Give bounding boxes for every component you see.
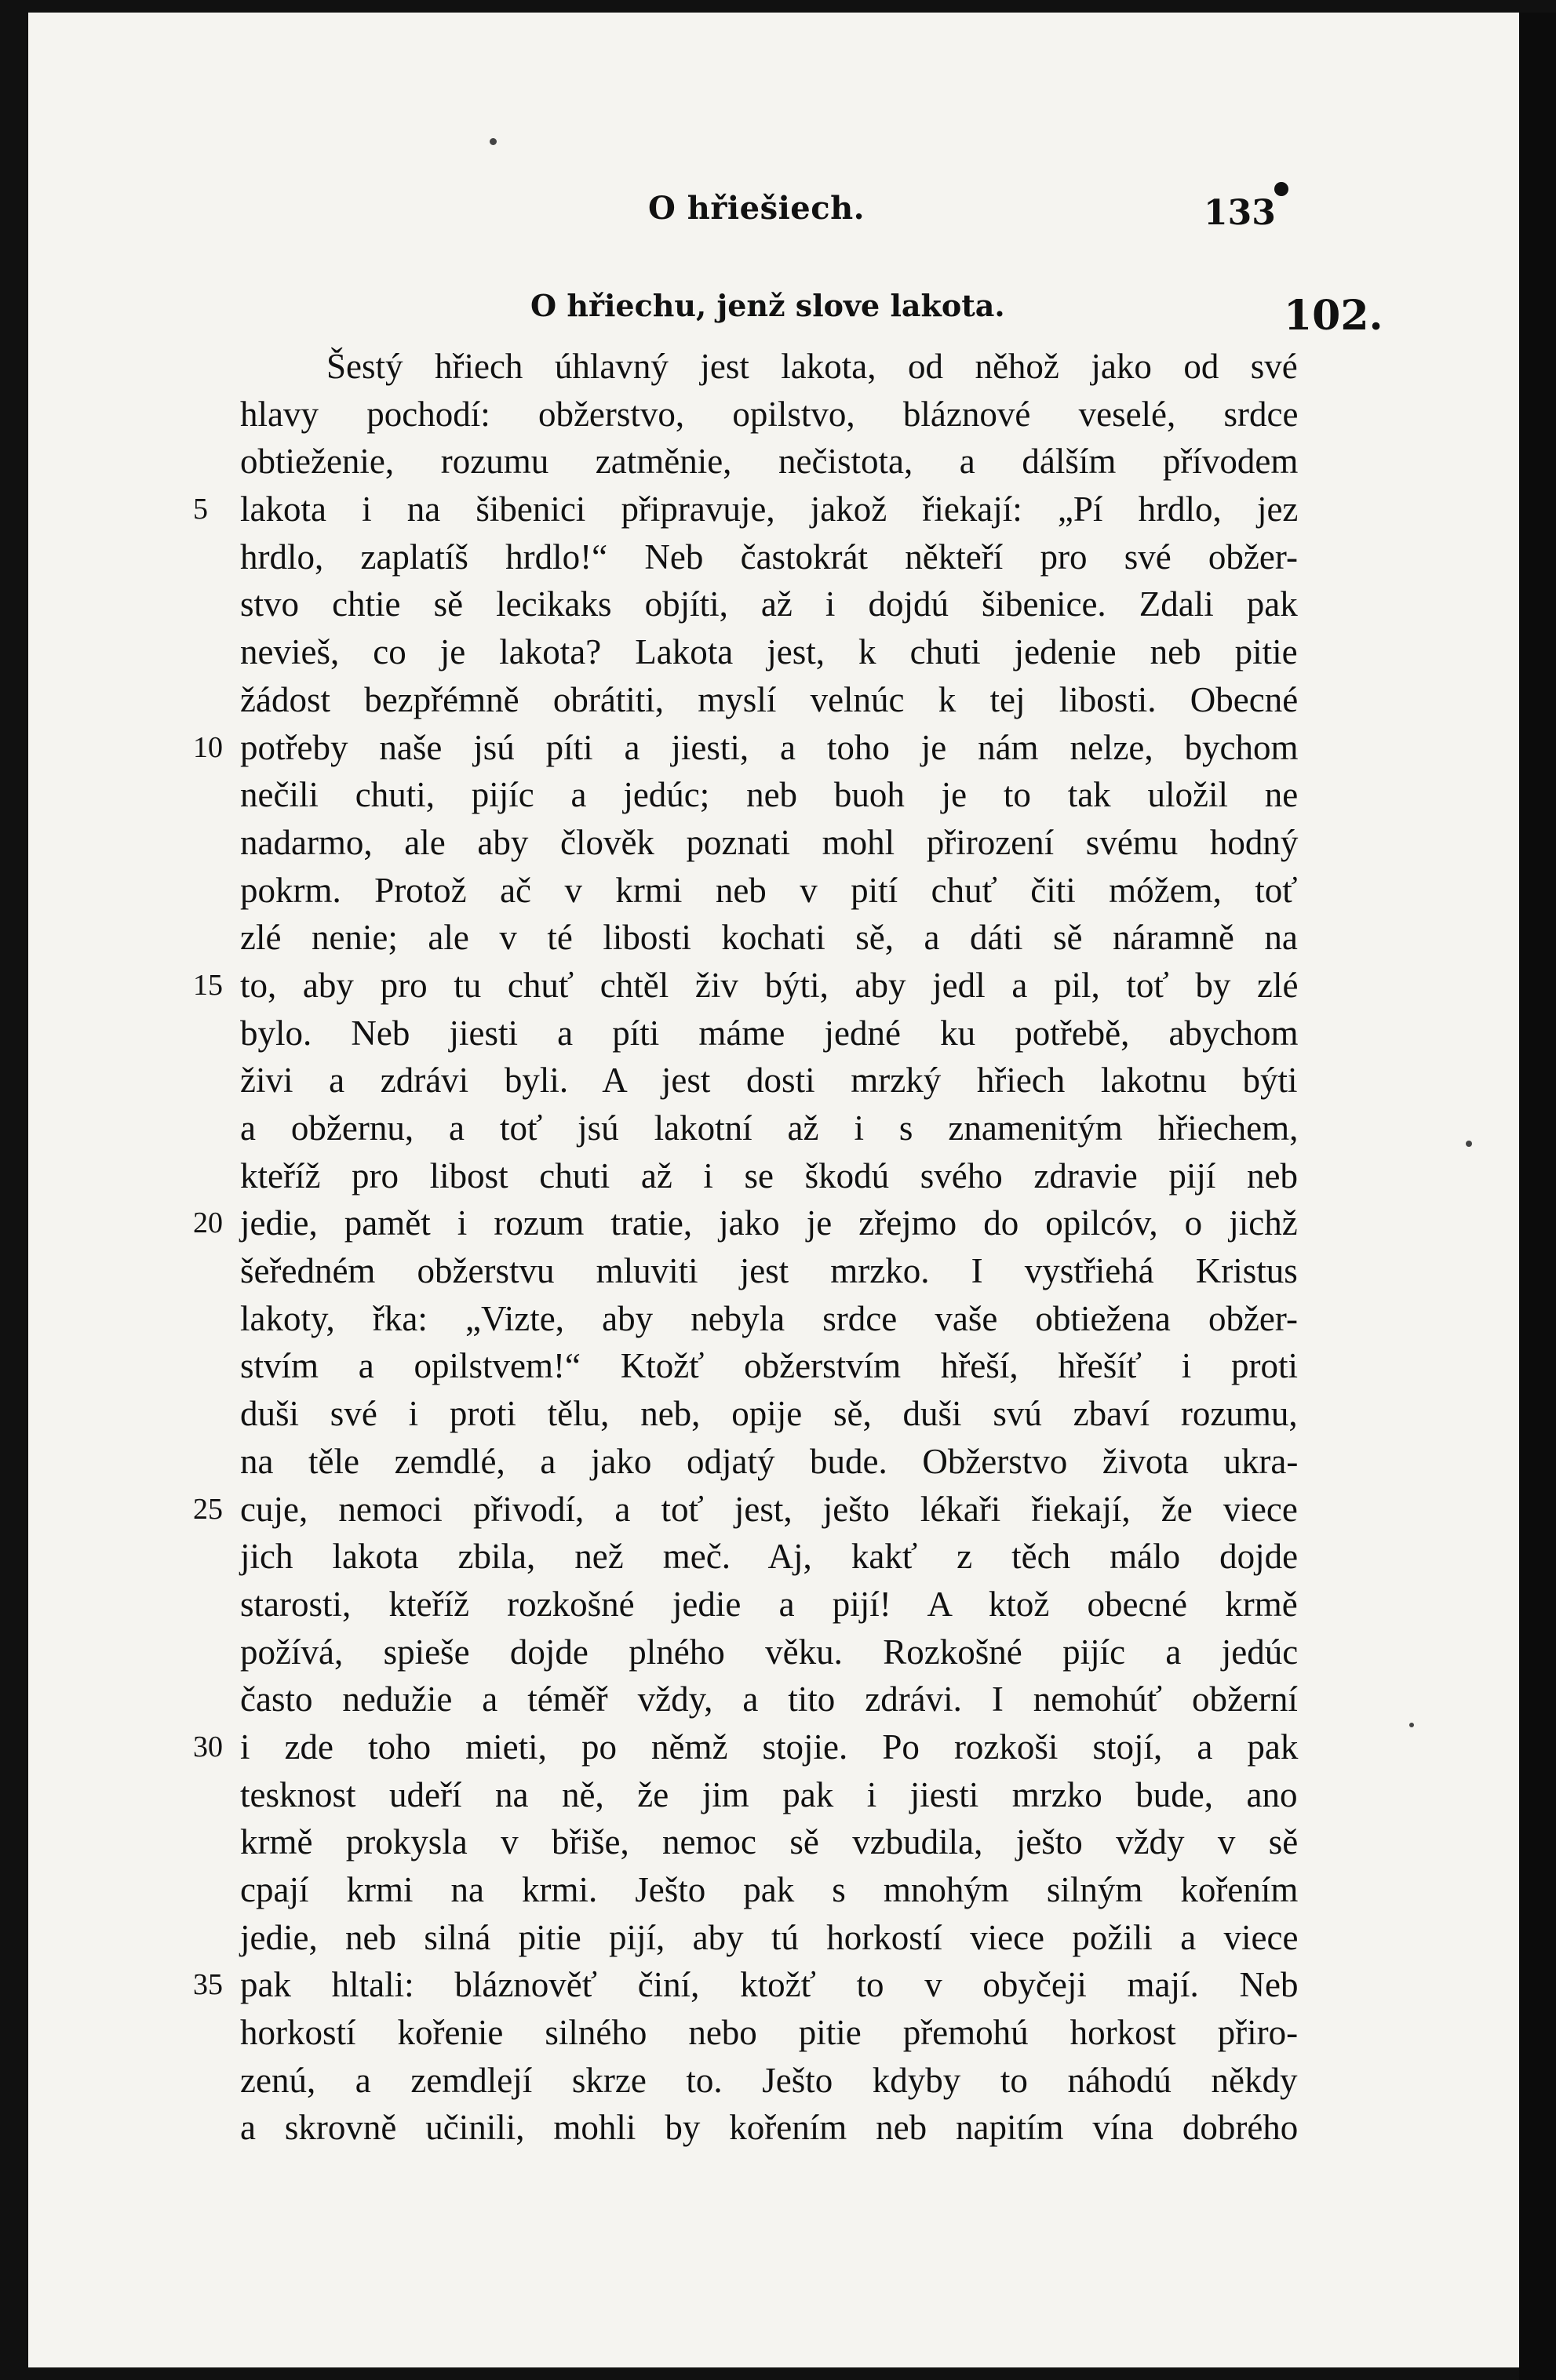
- text-line: [240, 914, 1298, 962]
- line-text: požívá, spieše dojde plného věku. Rozkošné pijíc a jedúc: [240, 1632, 1299, 1672]
- line-text: a obžernu, a toť jsú lakotní až i s znamenitým hřiechem,: [240, 1108, 1299, 1148]
- line-text: zenú, a zemdlejí skrze to. Ješto kdyby to náhodú někdy: [240, 2060, 1298, 2100]
- line-number: 15: [193, 968, 223, 1002]
- line-text: to, aby pro tu chuť chtěl živ býti, aby jedl a pil, toť by zlé: [240, 965, 1299, 1005]
- line-text: hlavy pochodí: obžerstvo, opilstvo, bláznové veselé, srdce: [240, 394, 1299, 434]
- line-text: Šestý hřiech úhlavný jest lakota, od něhož jako od své: [326, 347, 1298, 386]
- text-line: [240, 1676, 1298, 1723]
- line-text: často nedužie a téměř vždy, a tito zdrávi. I nemohúť obžerní: [240, 1679, 1298, 1719]
- text-line: [193, 1199, 1298, 1247]
- page-number: 133: [1204, 193, 1276, 233]
- running-head: [28, 182, 1519, 237]
- text-line: [240, 2057, 1298, 2105]
- line-text: starosti, kteříž rozkošné jedie a pijí! A ktož obecné krmě: [240, 1584, 1298, 1624]
- text-line: [240, 2104, 1298, 2152]
- text-line: [240, 1342, 1298, 1390]
- line-text: nadarmo, ale aby člověk poznati mohl přirození svému hodný: [240, 822, 1299, 862]
- running-head-title: O hřiešiech.: [648, 190, 865, 227]
- text-line: [240, 1295, 1298, 1343]
- line-text: nečili chuti, pijíc a jedúc; neb buoh je to tak uložil ne: [240, 775, 1299, 815]
- line-text: stvím a opilstvem!“ Ktožť obžerstvím hřeší, hřešíť i proti: [240, 1346, 1299, 1386]
- section-heading: O hřiechu, jenž slove lakota.: [530, 288, 1005, 323]
- text-line: [193, 962, 1299, 1010]
- text-line: [240, 1010, 1298, 1057]
- line-text: obtieženie, rozumu zatměnie, nečistota, a dálším přívodem: [240, 442, 1299, 482]
- line-text: cuje, nemoci přivodí, a toť jest, ješto lékaři řiekají, že viece: [240, 1489, 1298, 1529]
- text-line: [240, 819, 1298, 867]
- text-line: [193, 486, 1299, 533]
- text-line: [240, 1866, 1298, 1914]
- line-text: tesknost udeří na ně, že jim pak i jiesti mrzko bude, ano: [240, 1774, 1298, 1814]
- text-line: [193, 1486, 1298, 1534]
- line-number: 20: [193, 1206, 223, 1240]
- text-line: [193, 1723, 1299, 1771]
- text-line: [193, 1961, 1299, 2009]
- line-text: jedie, pamět i rozum tratie, jako je zřejmo do opilcóv, o jichž: [240, 1203, 1298, 1243]
- ink-speck: [1466, 1141, 1472, 1147]
- line-text: lakoty, řka: „Vizte, aby nebyla srdce vaše obtiežena obžer-: [240, 1298, 1298, 1338]
- text-line: [240, 1533, 1298, 1581]
- text-line: [240, 1581, 1298, 1629]
- line-text: bylo. Neb jiesti a píti máme jedné ku potřebě, abychom: [240, 1013, 1299, 1053]
- line-text: kteříž pro libost chuti až i se škodú svého zdravie pijí neb: [240, 1155, 1298, 1195]
- line-number: 5: [193, 493, 208, 526]
- line-text: potřeby naše jsú píti a jiesti, a toho je nám nelze, bychom: [240, 727, 1299, 767]
- line-number: 35: [193, 1968, 223, 2002]
- line-text: živi a zdrávi byli. A jest dosti mrzký hřiech lakotnu býti: [240, 1061, 1298, 1101]
- line-text: lakota i na šibenici připravuje, jakož řiekají: „Pí hrdlo, jez: [240, 489, 1299, 529]
- line-number: 10: [193, 730, 223, 764]
- margin-section-number: 102.: [1284, 292, 1383, 340]
- text-line: [240, 1914, 1298, 1962]
- text-line: [240, 1438, 1298, 1486]
- text-line: [240, 676, 1298, 724]
- text-line: [240, 533, 1298, 581]
- line-text: zlé nenie; ale v té libosti kochati sě, a dáti sě náramně na: [240, 918, 1298, 958]
- text-line: [240, 1057, 1298, 1104]
- line-text: stvo chtie sě lecikaks objíti, až i dojdú šibenice. Zdali pak: [240, 584, 1298, 624]
- text-line: [240, 2009, 1298, 2057]
- line-text: pak hltali: bláznověť činí, ktožť to v obyčeji mají. Neb: [240, 1965, 1299, 2005]
- text-line: [193, 724, 1299, 772]
- text-line: [240, 628, 1298, 676]
- line-text: na těle zemdlé, a jako odjatý bude. Obžerstvo života ukra-: [240, 1441, 1299, 1481]
- text-line: [240, 1390, 1298, 1438]
- text-line: [240, 1247, 1298, 1295]
- line-text: krmě prokysla v břiše, nemoc sě vzbudila, ješto vždy v sě: [240, 1822, 1299, 1862]
- line-text: a skrovně učinili, mohli by kořením neb napitím vína dobrého: [240, 2108, 1299, 2148]
- line-text: pokrm. Protož ač v krmi neb v pití chuť čiti móžem, toť: [240, 870, 1298, 910]
- text-line: [240, 1104, 1298, 1152]
- line-text: nevieš, co je lakota? Lakota jest, k chuti jedenie neb pitie: [240, 632, 1298, 672]
- line-text: horkostí kořenie silného nebo pitie přemohú horkost přiro-: [240, 2013, 1299, 2053]
- text-line: [240, 438, 1298, 486]
- text-line: [240, 343, 1298, 391]
- line-text: šeředném obžerstvu mluviti jest mrzko. I vystřiehá Kristus: [240, 1251, 1298, 1291]
- text-line: [240, 391, 1298, 439]
- ink-speck: [490, 138, 497, 145]
- line-number: 30: [193, 1730, 223, 1763]
- line-number: 25: [193, 1492, 223, 1526]
- line-text: jedie, neb silná pitie pijí, aby tú horkostí viece požili a viece: [240, 1917, 1299, 1957]
- scan-edge: [1519, 13, 1556, 2380]
- body-text: [193, 343, 1299, 2152]
- line-text: duši své i proti tělu, neb, opije sě, duši svú zbaví rozumu,: [240, 1394, 1298, 1434]
- text-line: [240, 1629, 1298, 1676]
- line-text: cpají krmi na krmi. Ješto pak s mnohým silným kořením: [240, 1870, 1299, 1909]
- text-line: [240, 771, 1298, 819]
- text-line: [240, 1818, 1298, 1866]
- text-line: [240, 580, 1298, 628]
- ink-speck: [1409, 1723, 1414, 1727]
- line-text: i zde toho mieti, po němž stojie. Po rozkoši stojí, a pak: [240, 1727, 1299, 1767]
- line-text: hrdlo, zaplatíš hrdlo!“ Neb častokrát někteří pro své obžer-: [240, 537, 1298, 577]
- text-line: [240, 867, 1298, 915]
- bullet-marker-icon: [1274, 182, 1288, 196]
- line-text: jich lakota zbila, než meč. Aj, kakť z těch málo dojde: [240, 1537, 1299, 1577]
- line-text: žádost bezpřémně obrátiti, myslí velnúc k tej libosti. Obecné: [240, 679, 1299, 719]
- text-line: [240, 1771, 1298, 1819]
- text-line: [240, 1152, 1298, 1200]
